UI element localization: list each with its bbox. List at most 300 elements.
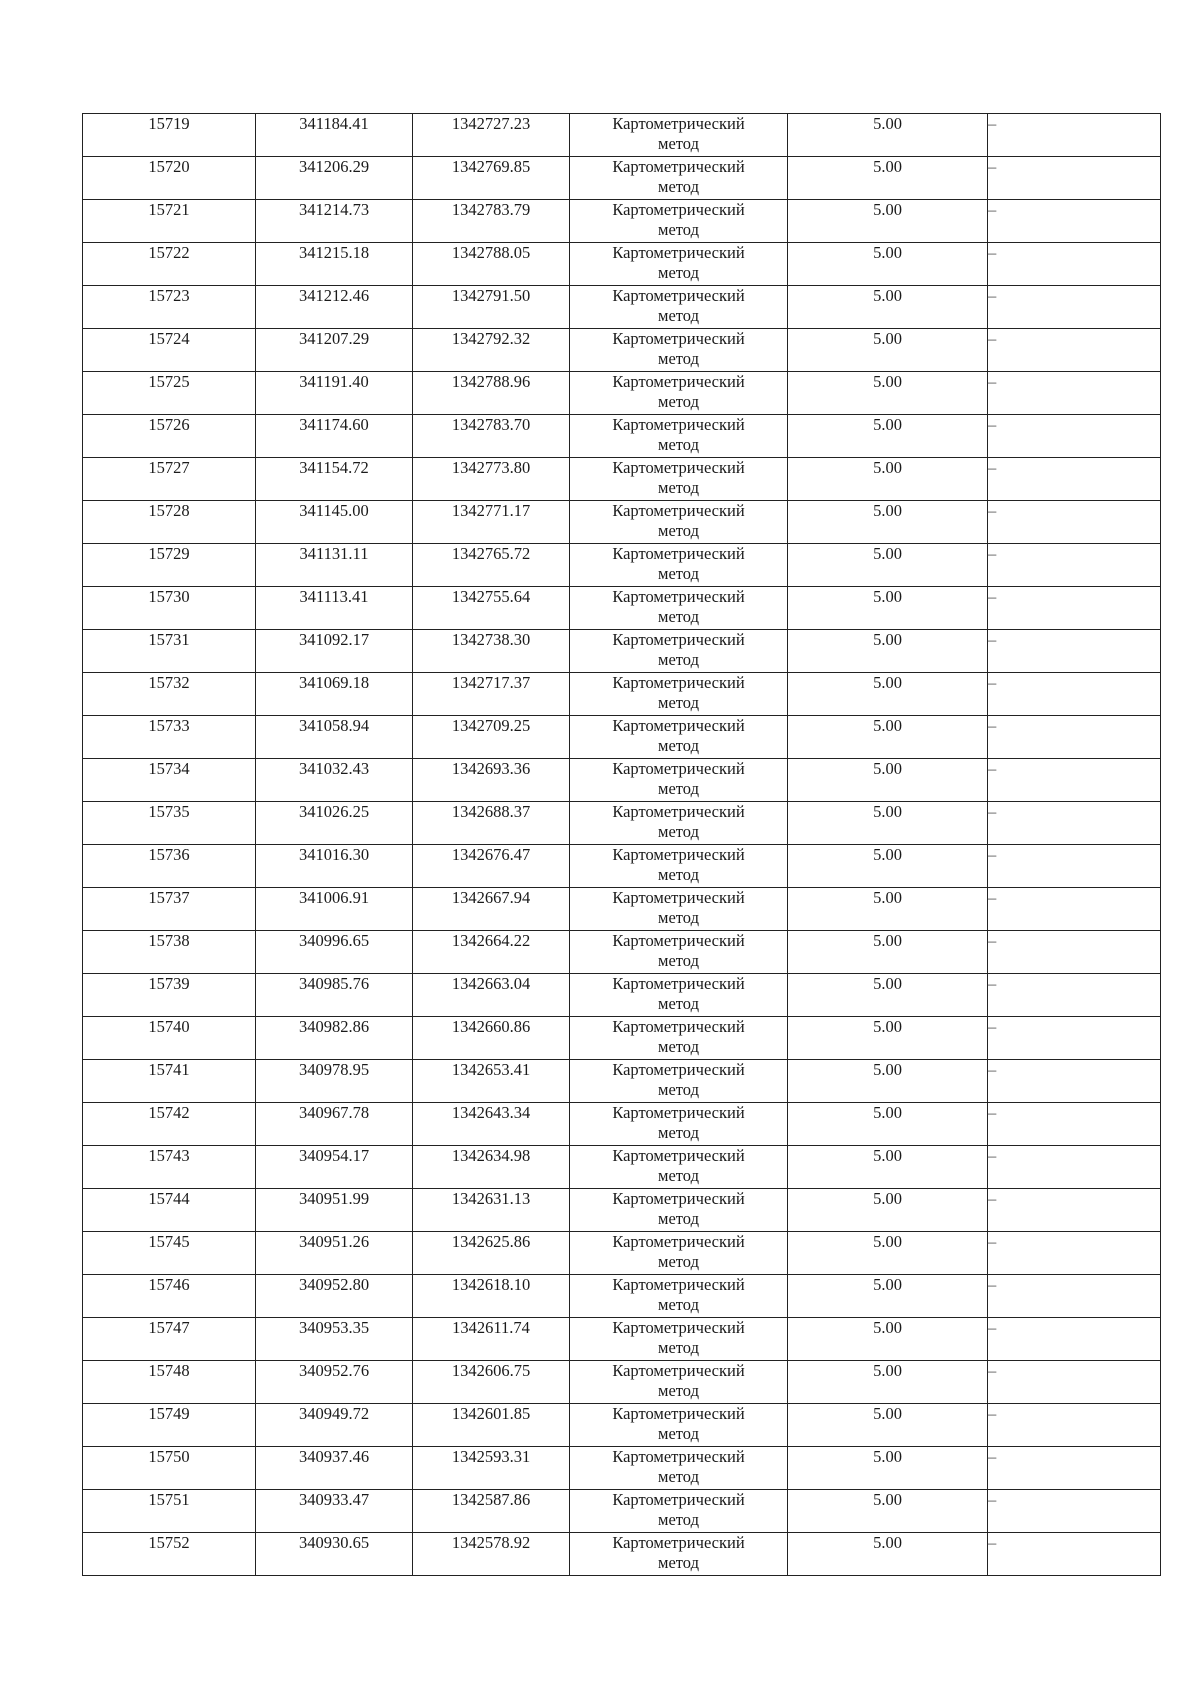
x-coordinate-cell: 341214.73	[256, 200, 413, 243]
x-coordinate-cell: 340951.99	[256, 1189, 413, 1232]
note-cell: –	[988, 458, 1161, 501]
table-row	[83, 974, 1161, 1017]
accuracy-cell: 5.00	[788, 243, 988, 286]
y-coordinate-cell: 1342788.96	[413, 372, 570, 415]
method-text-line2: метод	[658, 1037, 699, 1056]
x-coordinate-cell: 341207.29	[256, 329, 413, 372]
note-cell: –	[988, 759, 1161, 802]
x-coordinate-cell: 341113.41	[256, 587, 413, 630]
y-coordinate-cell: 1342587.86	[413, 1490, 570, 1533]
y-coordinate-cell: 1342676.47	[413, 845, 570, 888]
note-cell: –	[988, 1189, 1161, 1232]
y-coordinate-cell: 1342625.86	[413, 1232, 570, 1275]
x-coordinate-cell: 341016.30	[256, 845, 413, 888]
note-cell: –	[988, 673, 1161, 716]
note-cell: –	[988, 888, 1161, 931]
method-text-line1: Картометрический	[612, 1404, 745, 1423]
note-cell: –	[988, 716, 1161, 759]
note-cell: –	[988, 931, 1161, 974]
method-text-line1: Картометрический	[612, 372, 745, 391]
method-text-line2: метод	[658, 478, 699, 497]
x-coordinate-cell: 340978.95	[256, 1060, 413, 1103]
table-row	[83, 1146, 1161, 1189]
method-text-line1: Картометрический	[612, 759, 745, 778]
table-row	[83, 759, 1161, 802]
method-text-line1: Картометрический	[612, 673, 745, 692]
y-coordinate-cell: 1342643.34	[413, 1103, 570, 1146]
note-cell: –	[988, 802, 1161, 845]
table-row	[83, 673, 1161, 716]
table-row	[83, 1318, 1161, 1361]
note-cell: –	[988, 157, 1161, 200]
x-coordinate-cell: 341092.17	[256, 630, 413, 673]
table-row	[83, 200, 1161, 243]
y-coordinate-cell: 1342634.98	[413, 1146, 570, 1189]
method-cell	[570, 845, 788, 888]
point-number-cell: 15747	[83, 1318, 256, 1361]
method-text-line2: метод	[658, 1080, 699, 1099]
accuracy-cell: 5.00	[788, 1404, 988, 1447]
note-cell: –	[988, 1533, 1161, 1576]
x-coordinate-cell: 341058.94	[256, 716, 413, 759]
y-coordinate-cell: 1342717.37	[413, 673, 570, 716]
table-row	[83, 716, 1161, 759]
method-text-line1: Картометрический	[612, 544, 745, 563]
accuracy-cell: 5.00	[788, 1490, 988, 1533]
method-cell	[570, 1232, 788, 1275]
y-coordinate-cell: 1342688.37	[413, 802, 570, 845]
table-body	[83, 114, 1161, 1576]
x-coordinate-cell: 340996.65	[256, 931, 413, 974]
method-text-line1: Картометрический	[612, 157, 745, 176]
y-coordinate-cell: 1342783.70	[413, 415, 570, 458]
method-text-line2: метод	[658, 263, 699, 282]
method-text-line1: Картометрический	[612, 1103, 745, 1122]
y-coordinate-cell: 1342693.36	[413, 759, 570, 802]
method-text-line2: метод	[658, 1123, 699, 1142]
x-coordinate-cell: 340953.35	[256, 1318, 413, 1361]
y-coordinate-cell: 1342593.31	[413, 1447, 570, 1490]
accuracy-cell: 5.00	[788, 157, 988, 200]
table-row	[83, 1447, 1161, 1490]
y-coordinate-cell: 1342606.75	[413, 1361, 570, 1404]
y-coordinate-cell: 1342783.79	[413, 200, 570, 243]
note-cell: –	[988, 1017, 1161, 1060]
method-text-line1: Картометрический	[612, 243, 745, 262]
y-coordinate-cell: 1342611.74	[413, 1318, 570, 1361]
method-cell	[570, 587, 788, 630]
y-coordinate-cell: 1342663.04	[413, 974, 570, 1017]
y-coordinate-cell: 1342618.10	[413, 1275, 570, 1318]
note-cell: –	[988, 329, 1161, 372]
method-cell	[570, 1060, 788, 1103]
table-row	[83, 372, 1161, 415]
y-coordinate-cell: 1342667.94	[413, 888, 570, 931]
accuracy-cell: 5.00	[788, 1189, 988, 1232]
x-coordinate-cell: 340933.47	[256, 1490, 413, 1533]
note-cell: –	[988, 1447, 1161, 1490]
accuracy-cell: 5.00	[788, 329, 988, 372]
y-coordinate-cell: 1342653.41	[413, 1060, 570, 1103]
y-coordinate-cell: 1342709.25	[413, 716, 570, 759]
point-number-cell: 15742	[83, 1103, 256, 1146]
method-cell	[570, 1146, 788, 1189]
x-coordinate-cell: 341069.18	[256, 673, 413, 716]
method-cell	[570, 974, 788, 1017]
x-coordinate-cell: 341215.18	[256, 243, 413, 286]
table-row	[83, 286, 1161, 329]
method-cell	[570, 544, 788, 587]
accuracy-cell: 5.00	[788, 458, 988, 501]
point-number-cell: 15736	[83, 845, 256, 888]
point-number-cell: 15735	[83, 802, 256, 845]
method-text-line2: метод	[658, 1381, 699, 1400]
table-row	[83, 931, 1161, 974]
method-cell	[570, 1189, 788, 1232]
table-row	[83, 1404, 1161, 1447]
method-cell	[570, 673, 788, 716]
table-row	[83, 1275, 1161, 1318]
point-number-cell: 15749	[83, 1404, 256, 1447]
method-cell	[570, 1103, 788, 1146]
y-coordinate-cell: 1342601.85	[413, 1404, 570, 1447]
method-cell	[570, 1447, 788, 1490]
accuracy-cell: 5.00	[788, 845, 988, 888]
method-text-line2: метод	[658, 1209, 699, 1228]
table-row	[83, 501, 1161, 544]
method-text-line2: метод	[658, 564, 699, 583]
table-row	[83, 1017, 1161, 1060]
table-row	[83, 415, 1161, 458]
method-text-line1: Картометрический	[612, 845, 745, 864]
method-text-line2: метод	[658, 822, 699, 841]
method-text-line2: метод	[658, 1510, 699, 1529]
point-number-cell: 15719	[83, 114, 256, 157]
x-coordinate-cell: 341145.00	[256, 501, 413, 544]
method-text-line2: метод	[658, 1467, 699, 1486]
method-text-line1: Картометрический	[612, 1146, 745, 1165]
point-number-cell: 15745	[83, 1232, 256, 1275]
accuracy-cell: 5.00	[788, 372, 988, 415]
accuracy-cell: 5.00	[788, 1232, 988, 1275]
method-cell	[570, 716, 788, 759]
note-cell: –	[988, 845, 1161, 888]
y-coordinate-cell: 1342727.23	[413, 114, 570, 157]
point-number-cell: 15746	[83, 1275, 256, 1318]
note-cell: –	[988, 1275, 1161, 1318]
note-cell: –	[988, 630, 1161, 673]
point-number-cell: 15743	[83, 1146, 256, 1189]
point-number-cell: 15752	[83, 1533, 256, 1576]
x-coordinate-cell: 341006.91	[256, 888, 413, 931]
point-number-cell: 15740	[83, 1017, 256, 1060]
method-text-line1: Картометрический	[612, 1318, 745, 1337]
point-number-cell: 15722	[83, 243, 256, 286]
method-text-line2: метод	[658, 1252, 699, 1271]
method-text-line2: метод	[658, 779, 699, 798]
point-number-cell: 15726	[83, 415, 256, 458]
accuracy-cell: 5.00	[788, 1533, 988, 1576]
point-number-cell: 15732	[83, 673, 256, 716]
method-text-line2: метод	[658, 349, 699, 368]
method-cell	[570, 114, 788, 157]
x-coordinate-cell: 340967.78	[256, 1103, 413, 1146]
note-cell: –	[988, 1103, 1161, 1146]
accuracy-cell: 5.00	[788, 286, 988, 329]
table-row	[83, 587, 1161, 630]
method-text-line1: Картометрический	[612, 501, 745, 520]
method-cell	[570, 1404, 788, 1447]
point-number-cell: 15748	[83, 1361, 256, 1404]
point-number-cell: 15744	[83, 1189, 256, 1232]
accuracy-cell: 5.00	[788, 1060, 988, 1103]
x-coordinate-cell: 341206.29	[256, 157, 413, 200]
table-row	[83, 1060, 1161, 1103]
accuracy-cell: 5.00	[788, 974, 988, 1017]
point-number-cell: 15723	[83, 286, 256, 329]
method-cell	[570, 1275, 788, 1318]
point-number-cell: 15741	[83, 1060, 256, 1103]
y-coordinate-cell: 1342664.22	[413, 931, 570, 974]
table-row	[83, 845, 1161, 888]
accuracy-cell: 5.00	[788, 1017, 988, 1060]
method-text-line1: Картометрический	[612, 587, 745, 606]
method-text-line2: метод	[658, 693, 699, 712]
note-cell: –	[988, 1404, 1161, 1447]
y-coordinate-cell: 1342755.64	[413, 587, 570, 630]
table-row	[83, 1533, 1161, 1576]
x-coordinate-cell: 341174.60	[256, 415, 413, 458]
accuracy-cell: 5.00	[788, 759, 988, 802]
method-text-line2: метод	[658, 1553, 699, 1572]
method-text-line2: метод	[658, 1166, 699, 1185]
method-text-line2: метод	[658, 392, 699, 411]
accuracy-cell: 5.00	[788, 1447, 988, 1490]
method-text-line2: метод	[658, 994, 699, 1013]
accuracy-cell: 5.00	[788, 587, 988, 630]
table-row	[83, 1361, 1161, 1404]
note-cell: –	[988, 286, 1161, 329]
accuracy-cell: 5.00	[788, 200, 988, 243]
accuracy-cell: 5.00	[788, 716, 988, 759]
method-cell	[570, 329, 788, 372]
method-text-line2: метод	[658, 177, 699, 196]
x-coordinate-cell: 341191.40	[256, 372, 413, 415]
point-number-cell: 15724	[83, 329, 256, 372]
method-text-line2: метод	[658, 1295, 699, 1314]
point-number-cell: 15729	[83, 544, 256, 587]
method-cell	[570, 888, 788, 931]
x-coordinate-cell: 340951.26	[256, 1232, 413, 1275]
table-row	[83, 458, 1161, 501]
method-text-line1: Картометрический	[612, 200, 745, 219]
method-text-line1: Картометрический	[612, 286, 745, 305]
method-text-line2: метод	[658, 1424, 699, 1443]
x-coordinate-cell: 340937.46	[256, 1447, 413, 1490]
x-coordinate-cell: 340985.76	[256, 974, 413, 1017]
method-cell	[570, 200, 788, 243]
table-row	[83, 114, 1161, 157]
note-cell: –	[988, 114, 1161, 157]
note-cell: –	[988, 243, 1161, 286]
method-cell	[570, 157, 788, 200]
method-text-line2: метод	[658, 951, 699, 970]
method-cell	[570, 458, 788, 501]
x-coordinate-cell: 341026.25	[256, 802, 413, 845]
point-number-cell: 15730	[83, 587, 256, 630]
method-cell	[570, 931, 788, 974]
y-coordinate-cell: 1342773.80	[413, 458, 570, 501]
x-coordinate-cell: 341184.41	[256, 114, 413, 157]
table-row	[83, 1103, 1161, 1146]
point-number-cell: 15725	[83, 372, 256, 415]
method-text-line2: метод	[658, 607, 699, 626]
coordinates-table	[82, 113, 1161, 1576]
method-text-line1: Картометрический	[612, 802, 745, 821]
method-text-line1: Картометрический	[612, 1017, 745, 1036]
accuracy-cell: 5.00	[788, 630, 988, 673]
point-number-cell: 15751	[83, 1490, 256, 1533]
y-coordinate-cell: 1342660.86	[413, 1017, 570, 1060]
method-text-line1: Картометрический	[612, 415, 745, 434]
x-coordinate-cell: 341212.46	[256, 286, 413, 329]
note-cell: –	[988, 1361, 1161, 1404]
note-cell: –	[988, 974, 1161, 1017]
x-coordinate-cell: 340954.17	[256, 1146, 413, 1189]
table-row	[83, 1490, 1161, 1533]
note-cell: –	[988, 1318, 1161, 1361]
note-cell: –	[988, 501, 1161, 544]
method-text-line1: Картометрический	[612, 1275, 745, 1294]
accuracy-cell: 5.00	[788, 931, 988, 974]
method-text-line1: Картометрический	[612, 716, 745, 735]
accuracy-cell: 5.00	[788, 415, 988, 458]
y-coordinate-cell: 1342631.13	[413, 1189, 570, 1232]
table-row	[83, 243, 1161, 286]
accuracy-cell: 5.00	[788, 673, 988, 716]
method-text-line1: Картометрический	[612, 1232, 745, 1251]
method-cell	[570, 243, 788, 286]
method-cell	[570, 630, 788, 673]
table-row	[83, 1232, 1161, 1275]
x-coordinate-cell: 340949.72	[256, 1404, 413, 1447]
method-text-line2: метод	[658, 908, 699, 927]
x-coordinate-cell: 340952.76	[256, 1361, 413, 1404]
point-number-cell: 15731	[83, 630, 256, 673]
method-text-line2: метод	[658, 306, 699, 325]
table-row	[83, 544, 1161, 587]
point-number-cell: 15733	[83, 716, 256, 759]
point-number-cell: 15720	[83, 157, 256, 200]
method-cell	[570, 1017, 788, 1060]
note-cell: –	[988, 372, 1161, 415]
table-row	[83, 1189, 1161, 1232]
method-text-line1: Картометрический	[612, 1189, 745, 1208]
accuracy-cell: 5.00	[788, 802, 988, 845]
method-text-line1: Картометрический	[612, 931, 745, 950]
table-row	[83, 329, 1161, 372]
note-cell: –	[988, 200, 1161, 243]
y-coordinate-cell: 1342765.72	[413, 544, 570, 587]
method-text-line1: Картометрический	[612, 1060, 745, 1079]
accuracy-cell: 5.00	[788, 501, 988, 544]
method-text-line1: Картометрический	[612, 458, 745, 477]
point-number-cell: 15737	[83, 888, 256, 931]
note-cell: –	[988, 587, 1161, 630]
method-text-line1: Картометрический	[612, 888, 745, 907]
method-cell	[570, 415, 788, 458]
x-coordinate-cell: 340930.65	[256, 1533, 413, 1576]
y-coordinate-cell: 1342771.17	[413, 501, 570, 544]
y-coordinate-cell: 1342788.05	[413, 243, 570, 286]
method-text-line2: метод	[658, 736, 699, 755]
note-cell: –	[988, 544, 1161, 587]
accuracy-cell: 5.00	[788, 1318, 988, 1361]
table-row	[83, 157, 1161, 200]
method-text-line2: метод	[658, 220, 699, 239]
method-text-line2: метод	[658, 650, 699, 669]
point-number-cell: 15728	[83, 501, 256, 544]
method-cell	[570, 1318, 788, 1361]
accuracy-cell: 5.00	[788, 888, 988, 931]
x-coordinate-cell: 341131.11	[256, 544, 413, 587]
method-text-line1: Картометрический	[612, 1533, 745, 1552]
method-cell	[570, 759, 788, 802]
note-cell: –	[988, 415, 1161, 458]
method-cell	[570, 501, 788, 544]
point-number-cell: 15739	[83, 974, 256, 1017]
accuracy-cell: 5.00	[788, 1103, 988, 1146]
point-number-cell: 15721	[83, 200, 256, 243]
y-coordinate-cell: 1342791.50	[413, 286, 570, 329]
method-cell	[570, 1361, 788, 1404]
x-coordinate-cell: 341154.72	[256, 458, 413, 501]
table-row	[83, 802, 1161, 845]
table-row	[83, 630, 1161, 673]
x-coordinate-cell: 340982.86	[256, 1017, 413, 1060]
method-text-line2: метод	[658, 1338, 699, 1357]
table-row	[83, 888, 1161, 931]
method-text-line1: Картометрический	[612, 1447, 745, 1466]
accuracy-cell: 5.00	[788, 1275, 988, 1318]
method-text-line2: метод	[658, 435, 699, 454]
point-number-cell: 15727	[83, 458, 256, 501]
y-coordinate-cell: 1342792.32	[413, 329, 570, 372]
point-number-cell: 15734	[83, 759, 256, 802]
note-cell: –	[988, 1490, 1161, 1533]
method-text-line1: Картометрический	[612, 630, 745, 649]
method-cell	[570, 286, 788, 329]
method-cell	[570, 372, 788, 415]
method-text-line1: Картометрический	[612, 1361, 745, 1380]
note-cell: –	[988, 1060, 1161, 1103]
x-coordinate-cell: 340952.80	[256, 1275, 413, 1318]
method-text-line2: метод	[658, 521, 699, 540]
accuracy-cell: 5.00	[788, 1361, 988, 1404]
method-text-line1: Картометрический	[612, 329, 745, 348]
accuracy-cell: 5.00	[788, 1146, 988, 1189]
y-coordinate-cell: 1342738.30	[413, 630, 570, 673]
method-text-line1: Картометрический	[612, 114, 745, 133]
point-number-cell: 15750	[83, 1447, 256, 1490]
method-text-line2: метод	[658, 865, 699, 884]
y-coordinate-cell: 1342578.92	[413, 1533, 570, 1576]
method-cell	[570, 1490, 788, 1533]
method-text-line2: метод	[658, 134, 699, 153]
note-cell: –	[988, 1232, 1161, 1275]
method-cell	[570, 802, 788, 845]
method-cell	[570, 1533, 788, 1576]
